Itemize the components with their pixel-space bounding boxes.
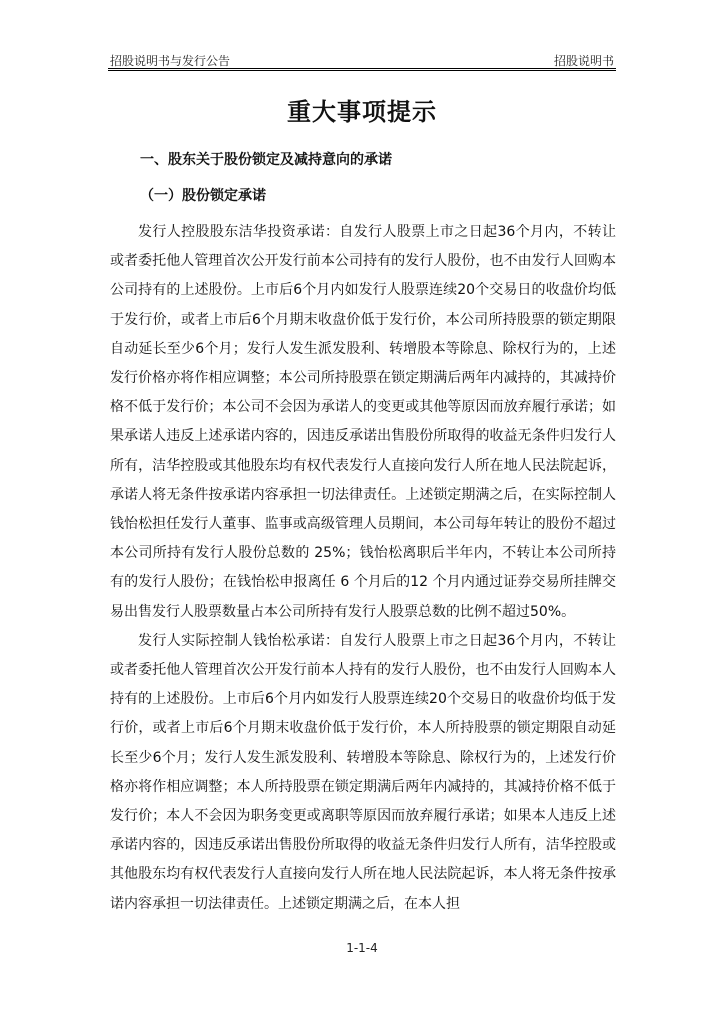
body-text	[110, 218, 616, 919]
subsection-heading: （一）股份锁定承诺	[140, 188, 266, 204]
header-left-text: 招股说明书与发行公告	[110, 54, 231, 68]
paragraph: 发行人控股股东洁华投资承诺：自发行人股票上市之日起36个月内，不转让或者委托他人管理首次公开发行前本公司持有的发行人股份，也不由发行人回购本公司持有的上述股份。上市后6个月内如发行人股票连续20个交易日的收盘价均低于发行价，或者上市后6个月期末收盘价低于发行价，本公司所持股票的锁定期限自动延长至少6个月；发行人发生派发股利、转增股本等除息、除权行为的，上述发行价格亦将作相应调整；本公司所持股票在锁定期满后两年内减持的，其减持价格不低于发行价；本公司不会因为承诺人的变更或其他等原因而放弃履行承诺；如果承诺人违反上述承诺内容的，因违反承诺出售股份所取得的收益无条件归发行人所有，洁华控股或其他股东均有权代表发行人直接向发行人所在地人民法院起诉，承诺人将无条件按承诺内容承担一切法律责任。上述锁定期满之后，在实际控制人钱怡松担任发行人董事、监事或高级管理人员期间，本公司每年转让的股份不超过本公司所持有发行人股份总数的 25%；钱怡松离职后半年内，不转让本公司所持有的发行人股份；在钱怡松申报离任 6 个月后的12 个月内通过证券交易所挂牌交易出售发行人股票数量占本公司所持有发行人股票总数的比例不超过50%。	[110, 224, 616, 620]
paragraph: 发行人实际控制人钱怡松承诺：自发行人股票上市之日起36个月内，不转让或者委托他人管理首次公开发行前本人持有的发行人股份，也不由发行人回购本人持有的上述股份。上市后6个月内如发行人股票连续20个交易日的收盘价均低于发行价，或者上市后6个月期末收盘价低于发行价，本人所持股票的锁定期限自动延长至少6个月；发行人发生派发股利、转增股本等除息、除权行为的，上述发行价格亦将作相应调整；本人所持股票在锁定期满后两年内减持的，其减持价格不低于发行价；本人不会因为职务变更或离职等原因而放弃履行承诺；如果本人违反上述承诺内容的，因违反承诺出售股份所取得的收益无条件归发行人所有，洁华控股或其他股东均有权代表发行人直接向发行人所在地人民法院起诉，本人将无条件按承诺内容承担一切法律责任。上述锁定期满之后，在本人担	[110, 632, 616, 912]
page-title: 重大事项提示	[287, 98, 437, 126]
header-divider	[108, 68, 616, 71]
header-right-text: 招股说明书	[553, 54, 614, 68]
section-heading: 一、股东关于股份锁定及减持意向的承诺	[140, 152, 392, 168]
page-number: 1-1-4	[346, 941, 378, 955]
